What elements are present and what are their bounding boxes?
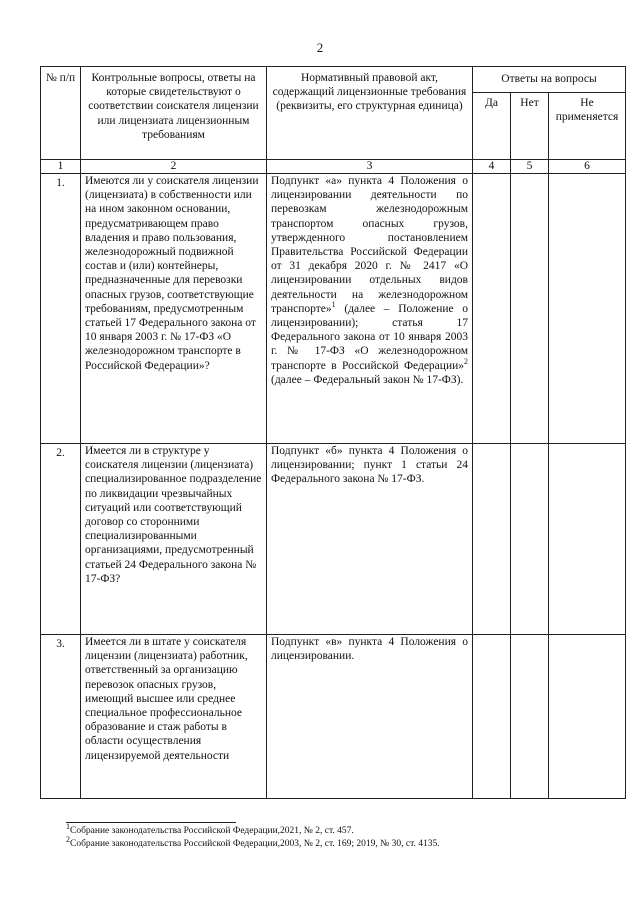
header-yes: Да xyxy=(473,93,511,160)
header-row-1 xyxy=(41,67,626,93)
answer-no-cell[interactable] xyxy=(511,174,549,444)
column-number: 6 xyxy=(549,160,626,174)
column-number: 5 xyxy=(511,160,549,174)
table-row xyxy=(41,444,626,635)
row-number: 3. xyxy=(41,635,81,799)
header-na: Не применяется xyxy=(549,93,626,160)
answer-no-cell[interactable] xyxy=(511,635,549,799)
answer-na-cell[interactable] xyxy=(549,444,626,635)
footnote-ref: 1 xyxy=(331,300,336,309)
footnote xyxy=(66,821,606,838)
legal-act-cell: Подпункт «в» пункта 4 Положения о лицензировании. xyxy=(267,635,473,799)
answer-no-cell[interactable] xyxy=(511,444,549,635)
legal-act-text: (далее – Федеральный закон № 17-ФЗ). xyxy=(271,373,464,386)
footnote-mark: 2 xyxy=(66,834,70,844)
table-row xyxy=(41,635,626,799)
footnotes xyxy=(66,822,606,851)
answer-yes-cell[interactable] xyxy=(473,635,511,799)
footnote-ref: 2 xyxy=(464,356,468,366)
column-numbers-row xyxy=(41,160,626,174)
legal-act-cell: Подпункт «б» пункта 4 Положения о лицензировании; пункт 1 статьи 24 Федерального закона № 17-ФЗ. xyxy=(267,444,473,635)
header-no: Нет xyxy=(511,93,549,160)
column-number: 2 xyxy=(81,160,267,174)
header-answers: Ответы на вопросы xyxy=(473,67,626,93)
row-number: 2. xyxy=(41,444,81,635)
footnote-text: Собрание законодательства Российской Федерации,2021, № 2, ст. 457. xyxy=(70,826,354,836)
answer-yes-cell[interactable] xyxy=(473,174,511,444)
checklist-table xyxy=(40,66,626,799)
column-number: 4 xyxy=(473,160,511,174)
footnote-mark: 1 xyxy=(66,821,70,831)
column-number: 1 xyxy=(41,160,81,174)
question-cell: Имеются ли у соискателя лицензии (лицензиата) в собственности или на ином законном основании, предусматривающем право владения и право пользования, железнодорожный подвижной состав и (или) контейнеры, предназначенные для перевозки опасных грузов, соответствующие требованиям, предусмотренным статьей 17 Федерального закона от 10 января 2003 г. № 17-ФЗ «О железнодорожном транспорте в Российской Федерации»? xyxy=(81,174,267,444)
header-question: Контрольные вопросы, ответы на которые свидетельствуют о соответствии соискателя лицензии или лицензиата лицензионным требованиям xyxy=(81,67,267,160)
question-cell: Имеется ли в структуре у соискателя лицензии (лицензиата) специализированное подразделение по ликвидации чрезвычайных ситуаций или соответствующий договор со сторонними специализированными организациями, предусмотренный статьей 24 Федерального закона № 17-ФЗ? xyxy=(81,444,267,635)
column-number: 3 xyxy=(267,160,473,174)
footnote-text: Собрание законодательства Российской Федерации,2003, № 2, ст. 169; 2019, № 30, ст. 4135. xyxy=(70,839,440,849)
legal-act-text: Подпункт «а» пункта 4 Положения о лицензировании деятельности по перевозкам железнодорожным транспортом опасных грузов, утвержденного постановлением Правительства Российской Федерации от 31 декабря 2020 г. № 2417 «О лицензировании отдельных видов деятельности на железнодорожном транспорте» xyxy=(271,175,468,315)
legal-act-cell xyxy=(267,174,473,444)
question-cell: Имеется ли в штате у соискателя лицензии (лицензиата) работник, ответственный за организацию перевозок опасных грузов, имеющий высшее или среднее специальное профессиональное образование и стаж работы в области осуществления лицензируемой деятельности xyxy=(81,635,267,799)
row-number: 1. xyxy=(41,174,81,444)
footnote xyxy=(66,834,606,851)
answer-na-cell[interactable] xyxy=(549,635,626,799)
page-number: 2 xyxy=(316,40,324,55)
table-row xyxy=(41,174,626,444)
footnote-divider xyxy=(66,822,236,823)
answer-na-cell[interactable] xyxy=(549,174,626,444)
header-act: Нормативный правовой акт, содержащий лицензионные требования (реквизиты, его структурная единица) xyxy=(267,67,473,160)
legal-act-text: (далее – Положение о лицензировании); статья 17 Федерального закона от 10 января 2003 г. № 17-ФЗ «О железнодорожном транспорте в Российской Федерации» xyxy=(271,302,468,372)
header-num: № п/п xyxy=(41,67,81,160)
answer-yes-cell[interactable] xyxy=(473,444,511,635)
